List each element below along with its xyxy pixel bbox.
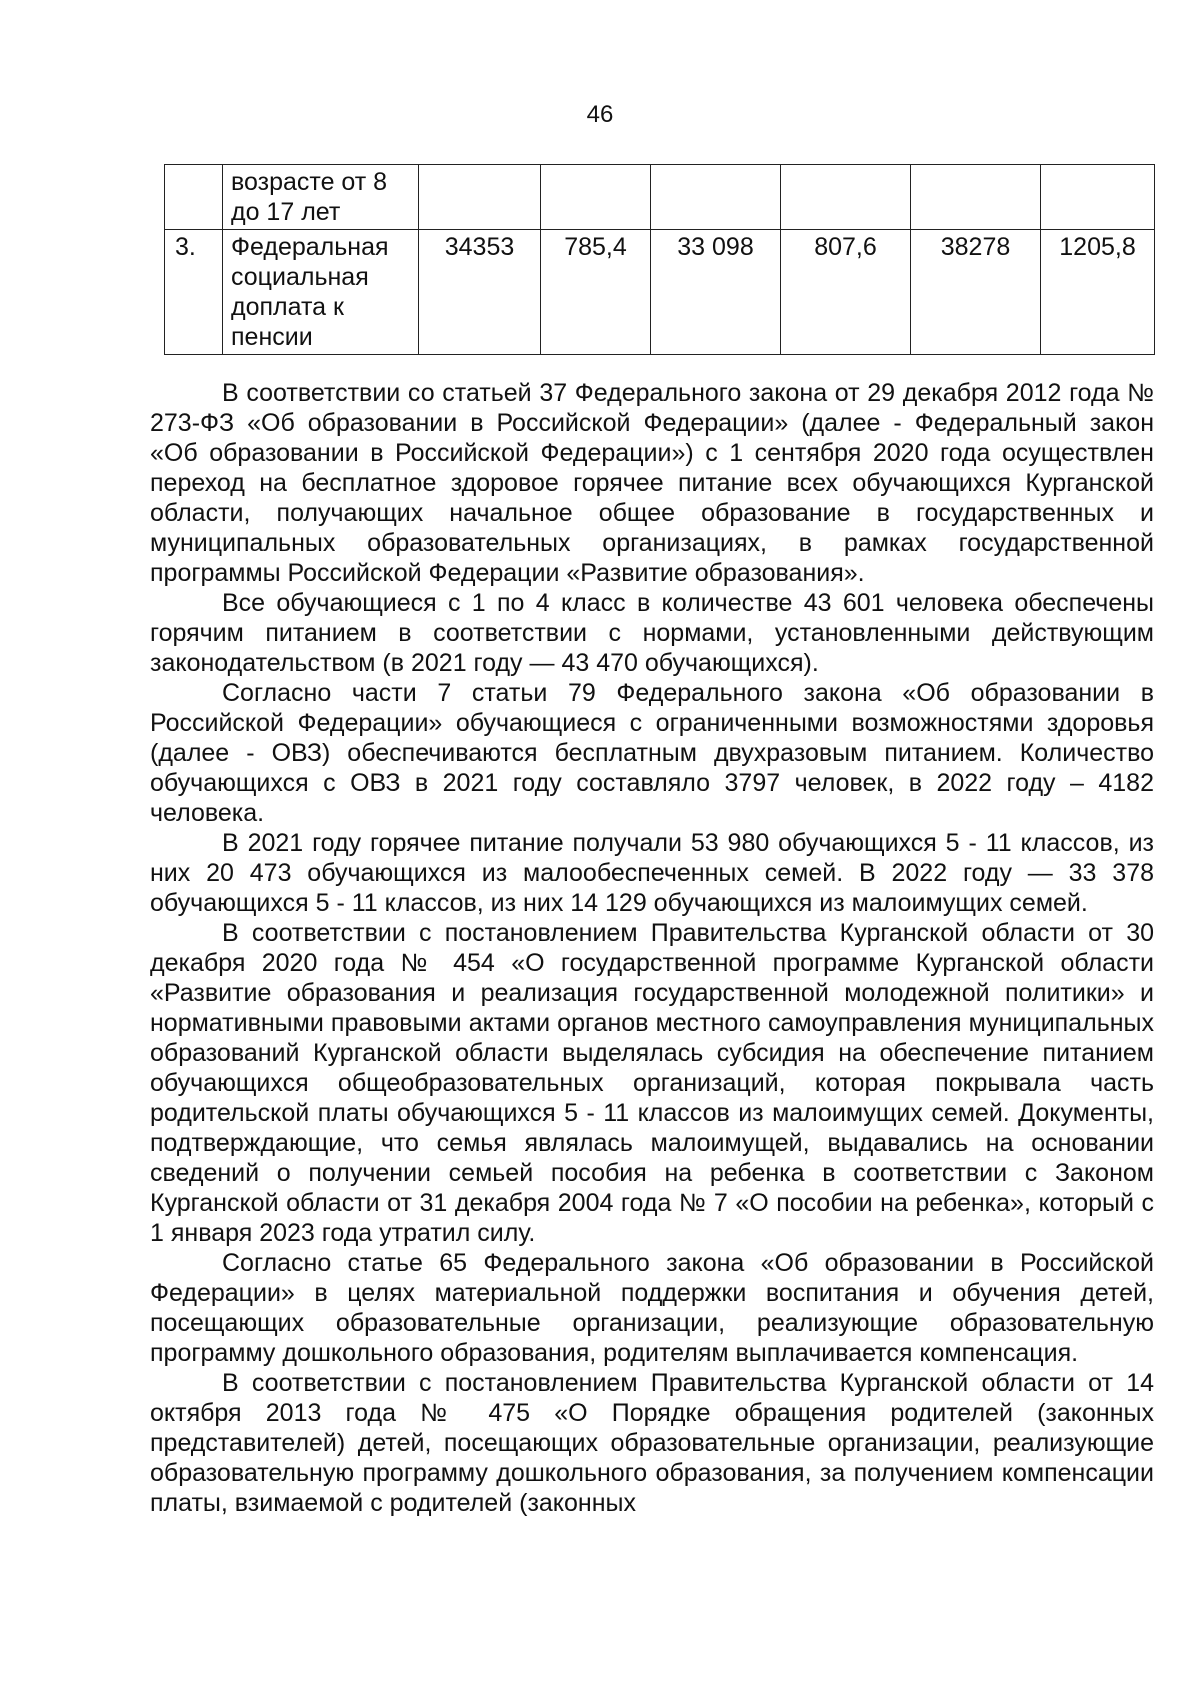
- document-body: [150, 378, 1154, 1518]
- table-cell: [651, 165, 781, 230]
- table-row: [165, 165, 1155, 230]
- table-cell: 33 098: [651, 230, 781, 355]
- table-cell: [781, 165, 911, 230]
- table-cell: [1041, 165, 1155, 230]
- paragraph: В соответствии с постановлением Правительства Курганской области от 14 октября 2013 года № 475 «О Порядке обращения родителей (законных представителей) детей, посещающих образовательные организации, реализующие образовательную программу дошкольного образования, за получением компенсации платы, взимаемой с родителей (законных: [150, 1369, 1154, 1517]
- paragraph: В соответствии с постановлением Правительства Курганской области от 30 декабря 2020 года № 454 «О государственной программе Курганской области «Развитие образования и реализация государственной молодежной политики» и нормативными правовыми актами органов местного самоуправления муниципальных образований Курганской области выделялась субсидия на обеспечение питанием обучающихся общеобразовательных организаций, которая покрывала часть родительской платы обучающихся 5 - 11 классов из малоимущих семей. Документы, подтверждающие, что семья являлась малоимущей, выдавались на основании сведений о получении семьей пособия на ребенка в соответствии с Законом Курганской области от 31 декабря 2004 года № 7 «О пособии на ребенка», который с 1 января 2023 года утратил силу.: [150, 919, 1154, 1247]
- row-index: 3.: [165, 230, 223, 355]
- paragraph: Согласно статье 65 Федерального закона «Об образовании в Российской Федерации» в целях материальной поддержки воспитания и обучения детей, посещающих образовательные организации, реализующие образовательную программу дошкольного образования, родителям выплачивается компенсация.: [150, 1249, 1154, 1367]
- table-cell: 785,4: [541, 230, 651, 355]
- paragraph: В соответствии со статьей 37 Федерального закона от 29 декабря 2012 года № 273-ФЗ «Об образовании в Российской Федерации» (далее - Федеральный закон «Об образовании в Российской Федерации») с 1 сентября 2020 года осуществлен переход на бесплатное здоровое горячее питание всех обучающихся Курганской области, получающих начальное общее образование в государственных и муниципальных образовательных организациях, в рамках государственной программы Российской Федерации «Развитие образования».: [150, 379, 1154, 587]
- table-cell: 38278: [911, 230, 1041, 355]
- table-cell: 807,6: [781, 230, 911, 355]
- row-index: [165, 165, 223, 230]
- paragraph: Согласно части 7 статьи 79 Федерального закона «Об образовании в Российской Федерации» обучающиеся с ограниченными возможностями здоровья (далее - ОВЗ) обеспечиваются бесплатным двухразовым питанием. Количество обучающихся с ОВЗ в 2021 году составляло 3797 человек, в 2022 году – 4182 человека.: [150, 679, 1154, 827]
- paragraph: Все обучающиеся с 1 по 4 класс в количестве 43 601 человека обеспечены горячим питанием в соответствии с нормами, установленными действующим законодательством (в 2021 году — 43 470 обучающихся).: [150, 589, 1154, 677]
- table-cell: [419, 165, 541, 230]
- paragraph: В 2021 году горячее питание получали 53 980 обучающихся 5 - 11 классов, из них 20 473 обучающихся из малообеспеченных семей. В 2022 году — 33 378 обучающихся 5 - 11 классов, из них 14 129 обучающихся из малоимущих семей.: [150, 829, 1154, 917]
- table-cell: 1205,8: [1041, 230, 1155, 355]
- table-cell: [541, 165, 651, 230]
- benefits-table: [164, 164, 1155, 355]
- table-cell: [911, 165, 1041, 230]
- row-name: Федеральная социальная доплата к пенсии: [223, 230, 419, 355]
- page-number: 46: [586, 101, 614, 128]
- table-row: [165, 230, 1155, 355]
- row-name: возрасте от 8 до 17 лет: [223, 165, 419, 230]
- table-cell: 34353: [419, 230, 541, 355]
